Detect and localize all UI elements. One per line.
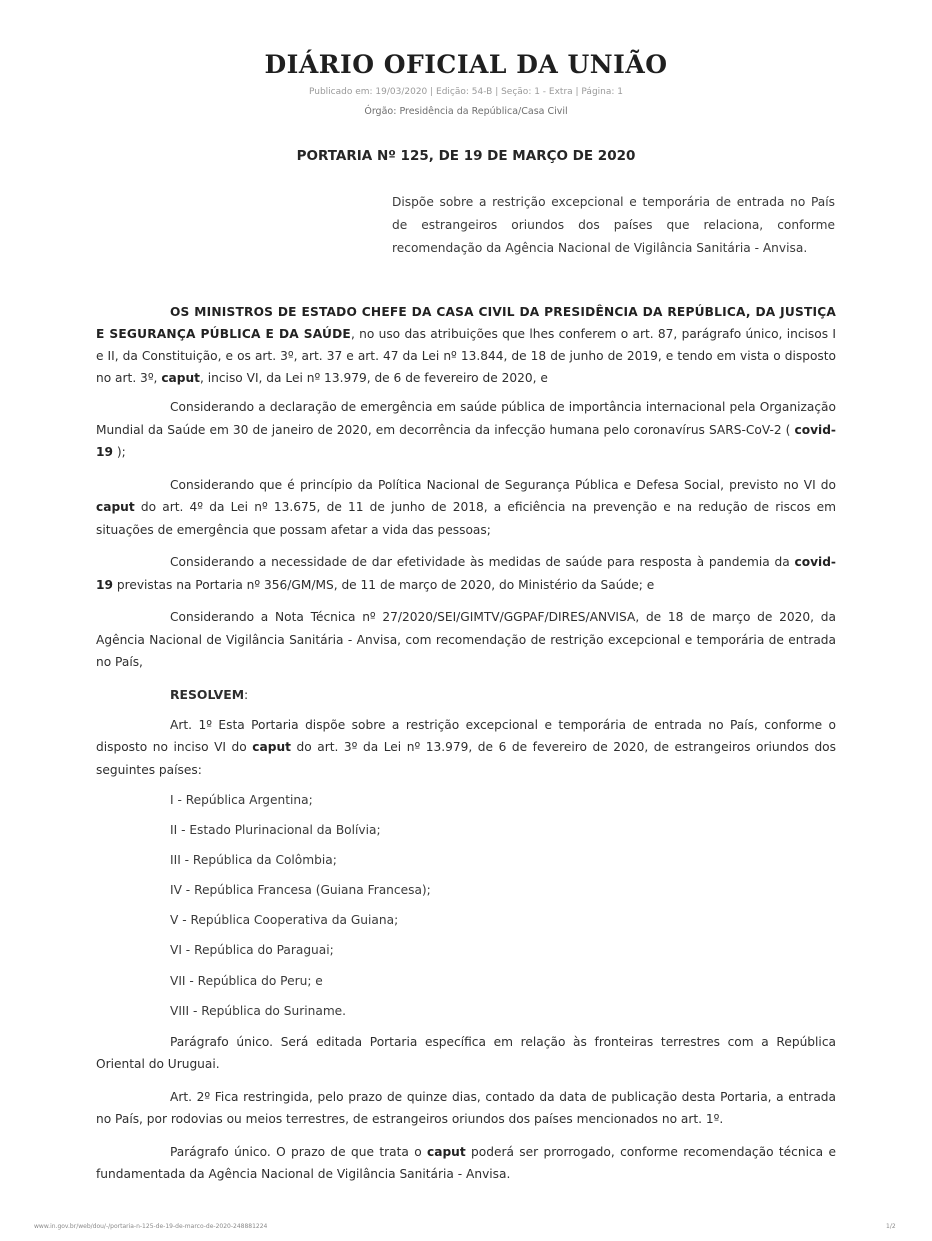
inciso-item: VI - República do Paraguai; (170, 943, 334, 958)
paragrafo-2-text-a: Parágrafo único. O prazo de que trata o (170, 1144, 427, 1159)
preamble-text-a: , no uso das atribuições que lhes conferem o art. 87, parágrafo único, incisos I e II, da Constituição, e os art. 3º, art. 37 e art. 47 da Lei nº 13.844, de 18 de junho de 2019, e tendo em vista o disposto no art. 3º, (96, 327, 836, 385)
page-number: 1/2 (886, 1223, 896, 1230)
document-body (96, 301, 836, 1196)
inciso-item: VII - República do Peru; e (170, 973, 323, 988)
considerando-2-text-b: do art. 4º da Lei nº 13.675, de 11 de junho de 2018, a eficiência na prevenção e na redução de riscos em situações de emergência que possam afetar a vida das pessoas; (96, 500, 836, 537)
inciso-item: V - República Cooperativa da Guiana; (170, 913, 399, 928)
considerando-3 (96, 551, 836, 596)
paragrafo-2-text-b: poderá ser prorrogado, conforme recomendação técnica e fundamentada da Agência Nacional de Vigilância Sanitária - Anvisa. (96, 1144, 836, 1182)
inciso-item: III - República da Colômbia; (170, 853, 337, 868)
considerando-3-text-a: Considerando a necessidade de dar efetividade às medidas de saúde para resposta à pandemia da (170, 555, 795, 569)
article-1-text-a: Art. 1º Esta Portaria dispõe sobre a restrição excepcional e temporária de entrada no País, conforme o disposto no inciso VI do (96, 717, 836, 754)
preamble-lead: OS MINISTROS DE ESTADO CHEFE DA CASA CIVIL DA PRESIDÊNCIA DA REPÚBLICA, DA JUSTIÇA E SEGURANÇA PÚBLICA E DA SAÚDE (96, 305, 836, 341)
publication-info: Publicado em: 19/03/2020 | Edição: 54-B | Seção: 1 - Extra | Página: 1 (308, 87, 624, 97)
preamble-text-b: , inciso VI, da Lei nº 13.979, de 6 de fevereiro de 2020, e (200, 371, 548, 385)
resolvem-colon: : (244, 686, 249, 702)
considerando-2-text-a: Considerando que é princípio da Política Nacional de Segurança Pública e Defesa Social, previsto no VI do (170, 477, 836, 492)
source-url-link[interactable]: www.in.gov.br/web/dou/-/portaria-n-125-de-19-de-marco-de-2020-248881224 (34, 1223, 268, 1230)
paragrafo-unico-2 (96, 1141, 836, 1186)
paragrafo-unico-1: Parágrafo único. Será editada Portaria específica em relação às fronteiras terrestres com a República Oriental do Uruguai. (96, 1034, 836, 1072)
inciso-item: IV - República Francesa (Guiana Francesa); (170, 883, 431, 898)
paragrafo-2-caput: caput (427, 1144, 466, 1159)
preamble-caput: caput (161, 371, 200, 385)
considerando-1-bold: covid-19 (96, 422, 836, 459)
considerando-2 (96, 474, 836, 542)
article-2: Art. 2º Fica restringida, pelo prazo de quinze dias, contado da data de publicação desta Portaria, a entrada no País, por rodovias ou meios terrestres, de estrangeiros oriundos dos países mencionados no art. 1º. (96, 1089, 836, 1127)
inciso-item: II - Estado Plurinacional da Bolívia; (170, 823, 381, 838)
portaria-title: PORTARIA Nº 125, DE 19 DE MARÇO DE 2020 (296, 148, 636, 164)
inciso-item: I - República Argentina; (170, 793, 313, 807)
article-1 (96, 714, 836, 782)
resolvem-label: RESOLVEM (170, 686, 245, 702)
issuing-organ: Órgão: Presidência da República/Casa Civil (364, 106, 568, 117)
considerando-1 (96, 396, 836, 464)
incisos-list (96, 790, 836, 1022)
article-1-caput: caput (252, 740, 291, 754)
article-1-text-b: do art. 3º da Lei nº 13.979, de 6 de fevereiro de 2020, de estrangeiros oriundos dos seguintes países: (96, 740, 836, 777)
masthead-title: DIÁRIO OFICIAL DA UNIÃO (264, 50, 668, 79)
considerando-1-text-a: Considerando a declaração de emergência em saúde pública de importância internacional pela Organização Mundial da Saúde em 30 de janeiro de 2020, em decorrência da infecção humana pelo coronavírus SARS-CoV-2 ( (96, 400, 836, 437)
considerando-1-text-b: ); (112, 445, 126, 459)
inciso-item: VIII - República do Suriname. (170, 1003, 347, 1018)
preamble-paragraph (96, 301, 836, 389)
considerando-2-bold: caput (96, 500, 135, 514)
resolvem-heading (170, 684, 836, 706)
considerando-3-text-b: previstas na Portaria nº 356/GM/MS, de 11 de março de 2020, do Ministério da Saúde; e (112, 577, 655, 592)
ementa: Dispõe sobre a restrição excepcional e temporária de entrada no País de estrangeiros oriundos dos países que relaciona, conforme recomendação da Agência Nacional de Vigilância Sanitária - Anvisa. (392, 195, 835, 255)
considerando-4: Considerando a Nota Técnica nº 27/2020/SEI/GIMTV/GGPAF/DIRES/ANVISA, de 18 de março de 2020, da Agência Nacional de Vigilância Sanitária - Anvisa, com recomendação de restrição excepcional e temporária de entrada no País, (96, 610, 836, 669)
considerando-3-bold: covid-19 (96, 555, 836, 592)
